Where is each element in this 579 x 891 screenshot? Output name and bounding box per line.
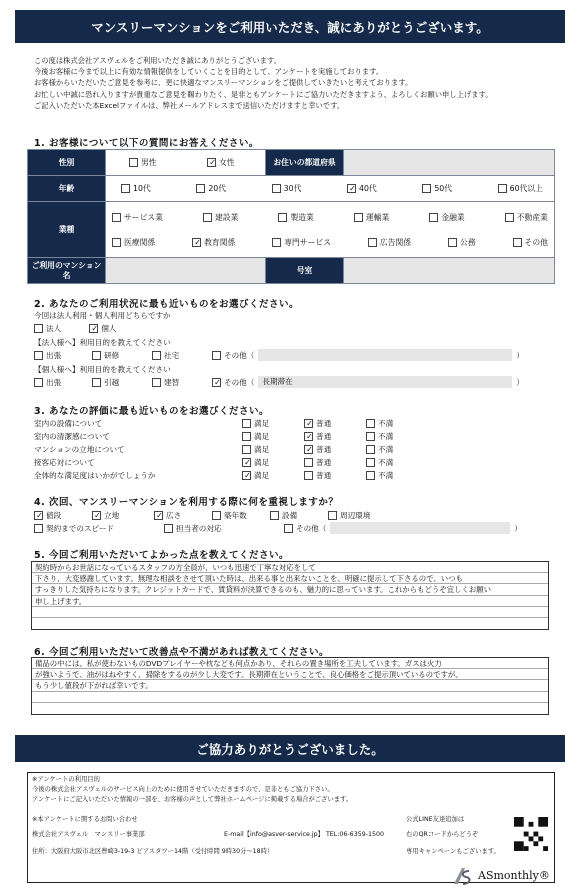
industry-option[interactable]: 運輸業 (354, 212, 389, 223)
corp-option[interactable]: 法人 (34, 323, 61, 334)
industry-option[interactable]: その他 (513, 237, 548, 248)
personal-option[interactable]: ✓ 個人 (89, 323, 116, 334)
prefecture-input[interactable] (344, 150, 555, 176)
thanks-banner (15, 735, 565, 762)
corp-purpose-option[interactable]: 出張 (34, 350, 92, 361)
customer-info-table (27, 149, 555, 284)
qr-code-icon[interactable] (514, 817, 548, 851)
evaluation-row (34, 456, 428, 468)
intro-line: この度は株式会社アスヴェルをご利用いただき誠にありがとうございます。 (34, 56, 281, 65)
evaluation-row (34, 469, 428, 481)
rating-option[interactable]: 不満 (366, 444, 428, 455)
line-text: 右のQRコードからどうぞ (406, 831, 479, 838)
room-input[interactable] (344, 258, 555, 284)
line-text: 公式LINE友達追加は (406, 816, 465, 823)
intro-line: お客様からいただいたご意見を参考に、更に快適なマンスリーマンションをご提供していきたいと考えております。 (34, 78, 413, 88)
q2-type-question: 今回は法人利用・個人利用どちらですか (34, 310, 171, 320)
personal-purpose-option[interactable]: 出張 (34, 377, 92, 388)
evaluation-label: 全体的な満足度はいかがでしょうか (34, 470, 156, 480)
purpose-text: 今後の株式会社アスヴェルのサービス向上のために使用させていただきますので、是非ともご協力下さい。 (32, 786, 334, 793)
rating-option[interactable]: 不満 (366, 470, 428, 481)
brand-logo-icon (452, 866, 474, 886)
q1-title: 1. お客様について以下の質問にお答えください。 (34, 138, 259, 149)
q6-title: 6. 今回ご利用いただいて改善点や不満があれば教えてください。 (34, 647, 330, 658)
personal-other-option[interactable]: ✓ その他（ (212, 377, 254, 388)
industry-option[interactable]: 医療関係 (112, 237, 155, 248)
industry-option[interactable]: ✓ 教育関係 (192, 237, 235, 248)
rating-option[interactable]: 不満 (366, 457, 428, 468)
priority-option[interactable]: ✓ 広さ (154, 510, 212, 521)
industry-option[interactable]: 製造業 (278, 212, 313, 223)
q2-personal-question: 【個人様へ】利用目的を教えてください (34, 364, 171, 374)
rating-option[interactable]: ✓ 普通 (304, 431, 366, 442)
q2-corp-question: 【法人様へ】利用目的を教えてください (34, 337, 171, 347)
q5-title: 5. 今回ご利用いただいてよかった点を教えてください。 (34, 550, 290, 561)
personal-purpose-option[interactable]: 引越 (92, 377, 152, 388)
rating-option[interactable]: ✓ 満足 (242, 470, 304, 481)
priority-option[interactable]: 周辺環境 (328, 510, 370, 521)
rating-option[interactable]: 満足 (242, 418, 304, 429)
industry-label: 業種 (28, 202, 106, 258)
gender-male-option[interactable]: 男性 (129, 157, 157, 168)
paren-close: ） (516, 377, 524, 387)
prefecture-label: お住いの都道府県 (266, 150, 344, 176)
priority-other-option[interactable]: その他（ (284, 523, 326, 534)
industry-option[interactable]: 金融業 (429, 212, 464, 223)
evaluation-label: 接客応対について (34, 457, 95, 467)
priority-option[interactable]: 契約までのスピード (34, 523, 164, 534)
evaluation-label: 室内の設備について (34, 418, 103, 428)
footer-box (27, 772, 555, 883)
gender-female-option[interactable]: ✓ 女性 (207, 157, 235, 168)
age-option[interactable]: 30代 (272, 183, 302, 194)
checkbox[interactable] (129, 158, 138, 167)
intro-line: ご記入いただいた本Excelファイルは、弊社メールアドレスまで送信いただけますと幸いです。 (34, 100, 345, 110)
industry-option[interactable]: 広告関係 (368, 237, 411, 248)
age-option[interactable]: 20代 (196, 183, 226, 194)
purpose-text: アンケートにご記入いただいた情報の一部を、お客様の声として弊社ホームページに掲載する場合がございます。 (32, 796, 353, 803)
priority-option[interactable]: ✓ 立地 (92, 510, 154, 521)
priority-option[interactable]: 担当者の対応 (164, 523, 284, 534)
age-option[interactable]: 10代 (121, 183, 151, 194)
evaluation-label: マンションの立地について (34, 444, 125, 454)
rating-option[interactable]: 不満 (366, 418, 428, 429)
improvement-textarea[interactable]: 備品の中には、私が使わないものDVDプレイヤーや枕なども何点かあり、それらの置き場所を工夫しています。ガスは火力 が強いようで、油がはねやすく、掃除をするのが少し大変です。長期滞在ということで、良心価格をご提示頂いているのですが、 もう少し値段が下がれば幸いです。 (31, 657, 549, 715)
rating-option[interactable]: 普通 (304, 457, 366, 468)
q2-title: 2. あなたのご利用状況に最も近いものをお選びください。 (34, 299, 300, 310)
mansion-input[interactable] (106, 258, 266, 284)
corp-purpose-option[interactable]: 社宅 (152, 350, 212, 361)
rating-option[interactable]: ✓ 満足 (242, 457, 304, 468)
intro-text (34, 55, 493, 111)
header-banner (15, 10, 565, 43)
age-label: 年齢 (28, 176, 106, 202)
purpose-title: ※アンケートの利用目的 (32, 776, 100, 783)
rating-option[interactable]: ✓ 普通 (304, 418, 366, 429)
industry-option[interactable]: 専門サービス (272, 237, 331, 248)
personal-purpose-option[interactable]: 建替 (152, 377, 212, 388)
paren-close: ） (514, 523, 522, 533)
priority-option[interactable]: 設備 (270, 510, 328, 521)
q4-title: 4. 次回、マンスリーマンションを利用する際に何を重視しますか？ (34, 497, 339, 508)
evaluation-label: 室内の清潔感について (34, 431, 110, 441)
rating-option[interactable]: 満足 (242, 444, 304, 455)
intro-line: お忙しい中誠に恐れ入りますが貴重なご意見を賜わりたく、是非ともアンケートにご協力いただきますよう、よろしくお願い申し上げます。 (34, 89, 493, 99)
company-name: 株式会社アスヴェル マンスリー事業部 (32, 831, 145, 838)
priority-other-input[interactable] (330, 522, 510, 534)
evaluation-row (34, 417, 428, 429)
good-points-textarea[interactable]: 契約時からお世話になっているスタッフの方全員が、いつも迅速で丁寧な対応をして 下さり、大変感謝しています。無理な相談をさせて頂いた時は、出来る事と出来ないことを、明確に提示して下さるので、いつも すっきりした気持ちになります。クレジットカードで、賃貸料が決算できるのも、魅力的に思っています。これからもどうぞ宜しくお願い 申し上げます。 (31, 561, 549, 630)
address: 住所：大阪府大阪市北区豊崎3-19-3 ピアスタワー14階（受付時間 9時30分〜18時） (32, 848, 274, 855)
rating-option[interactable]: 不満 (366, 431, 428, 442)
industry-option[interactable]: サービス業 (112, 212, 163, 223)
age-option[interactable]: 60代以上 (498, 183, 543, 194)
brand-name: ASmonthly® (478, 869, 550, 882)
corp-other-input[interactable] (258, 349, 512, 361)
corp-purpose-option[interactable]: 研修 (92, 350, 152, 361)
evaluation-row (34, 430, 428, 442)
rating-option[interactable]: ✓ 普通 (304, 444, 366, 455)
mansion-label: ご利用のマンション名 (28, 258, 106, 284)
page-title: マンスリーマンションをご利用いただき、誠にありがとうございます。 (91, 19, 489, 35)
rating-option[interactable]: 満足 (242, 431, 304, 442)
rating-option[interactable]: 普通 (304, 470, 366, 481)
priority-option[interactable]: 築年数 (212, 510, 270, 521)
contact-info: E-mail【info@asver-service.jp】 TEL:06-6359-1500 (224, 831, 385, 838)
paren-close: ） (516, 350, 524, 360)
gender-label: 性別 (28, 150, 106, 176)
industry-option[interactable]: 公務 (448, 237, 476, 248)
line-text: 専用キャンペーンもございます。 (406, 848, 500, 855)
checkbox-checked[interactable] (207, 158, 216, 167)
industry-option[interactable]: 不動産業 (505, 212, 548, 223)
evaluation-row (34, 443, 428, 455)
thanks-text: ご協力ありがとうございました。 (196, 741, 384, 757)
age-option[interactable]: ✓ 40代 (347, 183, 377, 194)
intro-line: 今後お客様に今まで以上に有効な情報提供をしていくことを目的として、アンケートを実施しております。 (34, 67, 384, 77)
q3-title: 3. あなたの評価に最も近いものをお選びください。 (34, 406, 270, 417)
industry-option[interactable]: 建設業 (203, 212, 238, 223)
personal-other-input[interactable]: 長期滞在 (258, 376, 512, 388)
priority-option[interactable]: ✓ 値段 (34, 510, 92, 521)
age-option[interactable]: 50代 (422, 183, 452, 194)
room-label: 号室 (266, 258, 344, 284)
corp-other-option[interactable]: その他（ (212, 350, 254, 361)
contact-title: ※本アンケートに関するお問い合わせ (32, 816, 138, 823)
